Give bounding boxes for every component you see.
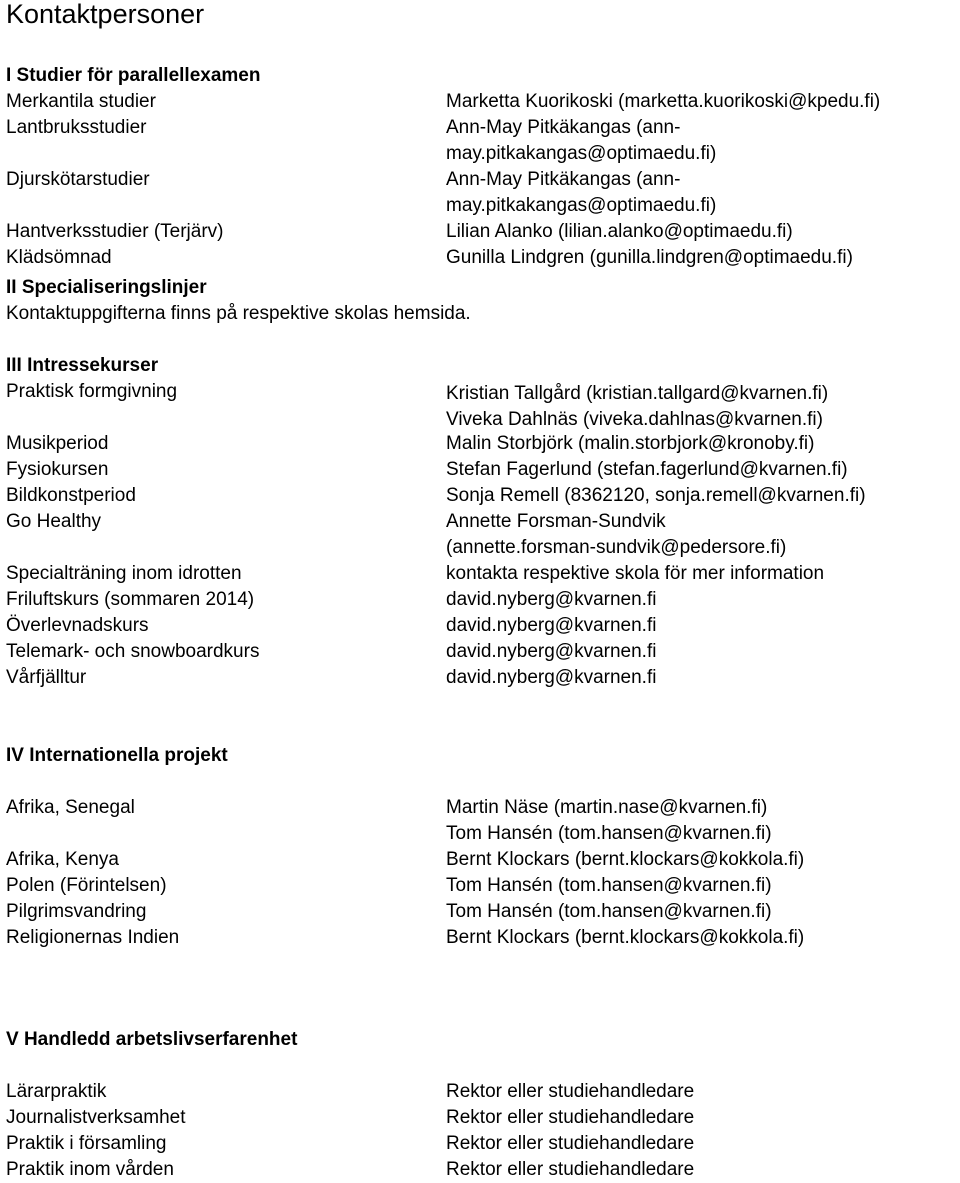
section-heading-3: III Intressekurser — [6, 355, 159, 376]
section-3-row-4-label: Bildkonstperiod — [6, 485, 136, 506]
section-1-row-3-contact-line-1: Ann-May Pitkäkangas (ann- — [446, 169, 681, 190]
section-3-row-10-label: Vårfjälltur — [6, 667, 87, 688]
section-2-note: Kontaktuppgifterna finns på respektive skolas hemsida. — [6, 303, 471, 324]
section-3-row-2-label: Musikperiod — [6, 433, 109, 454]
section-4-row-5-label: Religionernas Indien — [6, 927, 180, 948]
section-heading-4: IV Internationella projekt — [6, 745, 228, 766]
section-3-row-3-label: Fysiokursen — [6, 459, 109, 480]
section-1-row-5-label: Klädsömnad — [6, 247, 112, 268]
section-1-row-3-label: Djurskötarstudier — [6, 169, 150, 190]
section-5-row-3-contact: Rektor eller studiehandledare — [446, 1133, 695, 1154]
section-heading-5: V Handledd arbetslivserfarenhet — [6, 1029, 298, 1050]
section-5-row-1-label: Lärarpraktik — [6, 1081, 107, 1102]
section-3-row-2-contact: Malin Storbjörk (malin.storbjork@kronoby.fi) — [446, 433, 815, 454]
section-3-row-3-contact: Stefan Fagerlund (stefan.fagerlund@kvarnen.fi) — [446, 459, 848, 480]
section-3-row-1-label: Praktisk formgivning — [6, 381, 178, 402]
section-4-row-4-label: Pilgrimsvandring — [6, 901, 147, 922]
section-3-row-5-contact-line-2: (annette.forsman-sundvik@pedersore.fi) — [446, 537, 787, 558]
section-5-row-2-contact: Rektor eller studiehandledare — [446, 1107, 695, 1128]
section-3-row-6-contact: kontakta respektive skola för mer information — [446, 563, 825, 584]
section-4-row-5-contact: Bernt Klockars (bernt.klockars@kokkola.fi) — [446, 927, 805, 948]
section-5-row-4-contact: Rektor eller studiehandledare — [446, 1159, 695, 1180]
section-5-row-3-label: Praktik i församling — [6, 1133, 167, 1154]
section-5-row-2-label: Journalistverksamhet — [6, 1107, 186, 1128]
section-3-row-9-contact: david.nyberg@kvarnen.fi — [446, 641, 657, 662]
section-1-row-1-contact: Marketta Kuorikoski (marketta.kuorikoski@kpedu.fi) — [446, 91, 881, 112]
section-3-row-6-label: Specialträning inom idrotten — [6, 563, 242, 584]
section-3-row-4-contact: Sonja Remell (8362120, sonja.remell@kvarnen.fi) — [446, 485, 866, 506]
section-1-row-2-label: Lantbruksstudier — [6, 117, 147, 138]
section-3-row-5-label: Go Healthy — [6, 511, 102, 532]
section-5-row-1-contact: Rektor eller studiehandledare — [446, 1081, 695, 1102]
section-3-row-10-contact: david.nyberg@kvarnen.fi — [446, 667, 657, 688]
section-1-row-2-contact-line-1: Ann-May Pitkäkangas (ann- — [446, 117, 681, 138]
section-1-row-4-contact: Lilian Alanko (lilian.alanko@optimaedu.fi) — [446, 221, 793, 242]
section-4-row-1-contact-line-2: Tom Hansén (tom.hansen@kvarnen.fi) — [446, 823, 772, 844]
section-4-row-4-contact: Tom Hansén (tom.hansen@kvarnen.fi) — [446, 901, 772, 922]
section-1-row-5-contact: Gunilla Lindgren (gunilla.lindgren@optimaedu.fi) — [446, 247, 853, 268]
section-4-row-2-contact: Bernt Klockars (bernt.klockars@kokkola.fi) — [446, 849, 805, 870]
section-3-row-9-label: Telemark- och snowboardkurs — [6, 641, 260, 662]
section-3-row-1-contact-line-2: Viveka Dahlnäs (viveka.dahlnas@kvarnen.fi) — [446, 409, 823, 430]
section-3-row-8-contact: david.nyberg@kvarnen.fi — [446, 615, 657, 636]
section-1-row-1-label: Merkantila studier — [6, 91, 156, 112]
section-4-row-3-contact: Tom Hansén (tom.hansen@kvarnen.fi) — [446, 875, 772, 896]
section-5-row-4-label: Praktik inom vården — [6, 1159, 174, 1180]
section-1-row-4-label: Hantverksstudier (Terjärv) — [6, 221, 224, 242]
section-heading-2: II Specialiseringslinjer — [6, 277, 207, 298]
section-4-row-2-label: Afrika, Kenya — [6, 849, 119, 870]
section-4-row-1-label: Afrika, Senegal — [6, 797, 135, 818]
section-4-row-1-contact-line-1: Martin Näse (martin.nase@kvarnen.fi) — [446, 797, 768, 818]
section-3-row-8-label: Överlevnadskurs — [6, 615, 149, 636]
section-3-row-7-contact: david.nyberg@kvarnen.fi — [446, 589, 657, 610]
section-1-row-2-contact-line-2: may.pitkakangas@optimaedu.fi) — [446, 143, 717, 164]
section-3-row-7-label: Friluftskurs (sommaren 2014) — [6, 589, 255, 610]
page-title: Kontaktpersoner — [6, 0, 205, 29]
section-3-row-5-contact-line-1: Annette Forsman-Sundvik — [446, 511, 666, 532]
section-1-row-3-contact-line-2: may.pitkakangas@optimaedu.fi) — [446, 195, 717, 216]
section-4-row-3-label: Polen (Förintelsen) — [6, 875, 167, 896]
section-heading-1: I Studier för parallellexamen — [6, 65, 261, 86]
section-3-row-1-contact-line-1: Kristian Tallgård (kristian.tallgard@kvarnen.fi) — [446, 383, 829, 404]
